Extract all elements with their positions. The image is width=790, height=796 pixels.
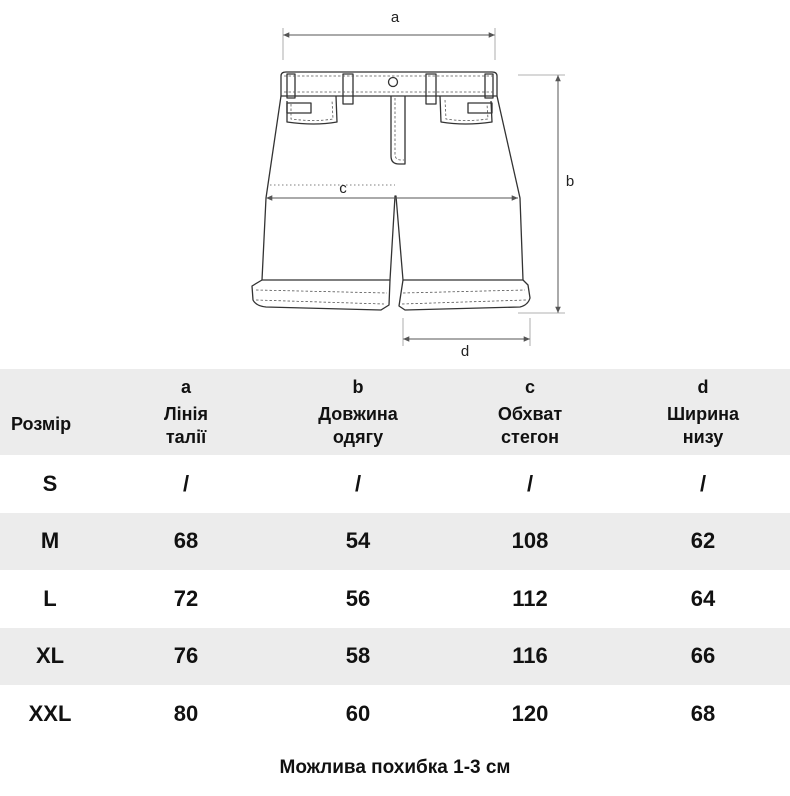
value-cell-c: 120	[511, 700, 549, 726]
column-b-name-line1: Довжина	[318, 403, 398, 424]
value-cell-b: /	[354, 470, 362, 496]
value-cell-d: 64	[690, 585, 716, 611]
column-header-d	[616, 369, 790, 455]
size-cell: M	[40, 528, 60, 554]
value-cell-c: 112	[512, 585, 548, 611]
value-cell-b: 60	[345, 700, 371, 726]
table-row	[0, 628, 790, 686]
tolerance-note: Можлива похибка 1-3 см	[279, 757, 511, 778]
value-cell-d: 66	[690, 643, 716, 669]
size-cell: XXL	[28, 700, 72, 726]
value-cell-c: 116	[512, 643, 548, 669]
value-cell-b: 58	[345, 643, 371, 669]
value-cell-a: 72	[173, 585, 199, 611]
value-cell-c: /	[526, 470, 534, 496]
value-cell-c: 108	[511, 528, 549, 554]
size-cell: S	[42, 470, 58, 496]
dimension-c	[266, 180, 518, 198]
table-row	[0, 685, 790, 743]
size-column-header: Розмір	[11, 413, 72, 434]
column-d-name-line1: Ширина	[666, 403, 740, 424]
column-a-letter: a	[180, 376, 191, 397]
value-cell-a: 68	[173, 528, 199, 554]
column-a-name-line2: талії	[165, 426, 207, 447]
column-c-name-line2: стегон	[501, 426, 559, 447]
dimension-d	[403, 318, 530, 360]
column-c-letter: c	[524, 376, 535, 397]
value-cell-a: /	[182, 470, 190, 496]
value-cell-a: 80	[173, 700, 199, 726]
size-cell: XL	[35, 643, 65, 669]
dimension-a	[283, 9, 495, 60]
column-a-name-line1: Лінія	[163, 403, 208, 424]
column-b-letter: b	[352, 376, 364, 397]
value-cell-b: 54	[345, 528, 371, 554]
column-c-name-line1: Обхват	[497, 403, 563, 424]
value-cell-d: 62	[690, 528, 716, 554]
shorts-illustration	[0, 0, 790, 365]
shorts-outline	[252, 72, 530, 310]
table-row	[0, 513, 790, 571]
column-header-c	[444, 369, 616, 455]
shorts-diagram	[0, 0, 790, 365]
value-cell-a: 76	[173, 643, 199, 669]
column-b-name-line2: одягу	[332, 426, 384, 447]
value-cell-b: 56	[345, 585, 371, 611]
dimension-b-label: b	[565, 173, 575, 190]
column-d-name-line2: низу	[682, 426, 724, 447]
column-header-b	[272, 369, 444, 455]
column-header-a	[100, 369, 272, 455]
table-row	[0, 570, 790, 628]
size-table	[0, 369, 790, 743]
dimension-c-label: c	[339, 180, 347, 197]
table-row	[0, 455, 790, 513]
column-d-letter: d	[697, 376, 709, 397]
value-cell-d: 68	[690, 700, 716, 726]
dimension-d-label: d	[460, 343, 470, 360]
value-cell-d: /	[699, 470, 707, 496]
dimension-a-label: a	[390, 9, 400, 26]
table-header-row	[0, 369, 790, 455]
size-cell: L	[43, 585, 57, 611]
dimension-b	[518, 75, 574, 313]
